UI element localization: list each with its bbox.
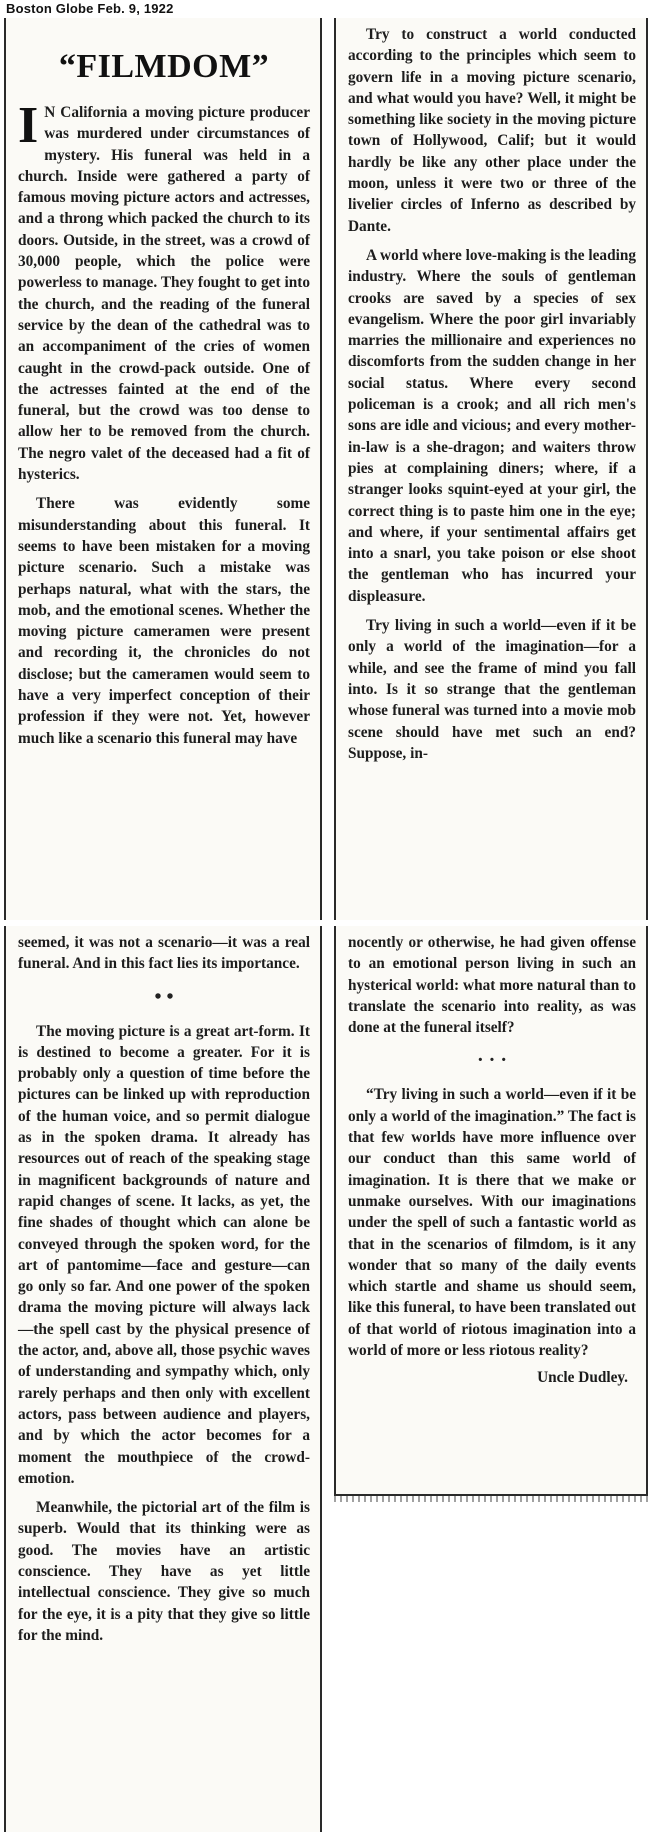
paragraph-great-art-form: The moving picture is a great art-form. It is destined to become a greater. For it is probably only a question of time before the pictures can be linked up with reproduction of the human voice, and so permit dialogue as in the spoken drama. It already has resources out of reach of the speaking stage in magnificent backgrounds of nature and rapid changes of scene. It lacks, as yet, the fine shades of thought which can alone be conveyed through the spoken word, for the art of pantomime—face and gesture—can go only so far. And one power of the spoken drama the moving picture will always lack—the spell cast by the physical presence of the actor, and, above all, those psychic waves of understanding and sympathy which, only rarely perhaps and then only with excellent actors, pass between audience and players, and by which the actor becomes for a moment the mouthpiece of the crowd-emotion. <box>18 1022 310 1487</box>
paragraph-misunderstanding: There was evidently some misunderstanding about this funeral. It seems to have been mistaken for a moving picture scenario. Such a mistake was perhaps natural, what with the stars, the mob, and the emotional scenes. Whether the moving picture cameramen were present and recording it, the chronicles do not disclose; but the cameramen would seem to have a very imperfect conception of their profession if they were not. Yet, however much like a scenario this funeral may have <box>18 495 310 747</box>
drop-cap: I <box>18 97 39 154</box>
paragraph-continuation-right: nocently or otherwise, he had given offense to an emotional person living in such an hysterical world: what more natural than to translate the scenario into reality, as was done at the funeral itself? <box>348 934 636 1037</box>
column-right-bottom <box>336 926 646 1388</box>
column-right-top <box>336 18 646 764</box>
paragraph-world-of-imagination: “Try living in such a world—even if it be only a world of the imagination.” The fact is that few worlds have more influence over our conduct than this same world of imagination. It is there that we make or unmake ourselves. With our imaginations under the spell of such a fantastic world as that in the scenarios of filmdom, is it any wonder that so many of the daily events which startle and shame us should seem, like this funeral, to have been translated out of that world of riotous imagination into a world of more or less riotous reality? <box>348 1086 636 1360</box>
clipping-left-bottom <box>4 926 322 1832</box>
clipping-right-bottom <box>334 926 648 1496</box>
section-separator-right: · · · <box>476 1049 507 1072</box>
article-title: “FILMDOM” <box>58 48 270 85</box>
paragraph-try-living: Try living in such a world—even if it be only a world of the imagination—for a while, and see the frame of mind you fall into. Is it so strange that the gentleman whose funeral was turned into a movie mob scene should have met such an end? Suppose, in- <box>348 617 636 762</box>
paragraph-construct-world: Try to construct a world conducted according to the principles which seem to govern life in a moving picture scenario, and what would you have? Well, it might be something like society in the moving picture town of Hollywood, Calif; but it would hardly be like any other place under the moon, unless it were two or three of the livelier circles of Inferno as described by Dante. <box>348 26 636 235</box>
clipping-left-top <box>4 18 322 920</box>
paragraph-love-making: A world where love-making is the leading industry. Where the souls of gentleman crooks are saved by a species of sex evangelism. Where the poor girl invariably marries the millionaire and experiences no discomforts from the sudden change in her social status. Where every second policeman is a crook; and all rich men's sons are idle and vicious; and every mother-in-law is a she-dragon; and waiters throw pies at complaining diners; where, if a stranger looks squint-eyed at your girl, the correct thing is to paste him one in the eye; and where, if your sentimental affairs get into a snarl, you take poison or else shoot the gentleman who has incurred your displeasure. <box>348 246 636 605</box>
paragraph-pictorial-art: Meanwhile, the pictorial art of the film is superb. Would that its thinking were as good. The movies have an artistic conscience. They have as yet little intellectual conscience. They give so much for the eye, it is a pity that they give so little for the mind. <box>18 1499 310 1644</box>
column-left-bottom <box>6 926 320 1646</box>
paragraph-lead-text: N California a moving picture producer was murdered under circumstances of mystery. His funeral was held in a church. Inside were gathered a party of famous moving picture actors and actresses, and a throng which packed the church to its doors. Outside, in the street, was a crowd of 30,000 people, which the police were powerless to manage. They fought to get into the church, and the reading of the funeral service by the dean of the cathedral was to an accompaniment of the cries of women caught in the crowd-pack outside. One of the actresses fainted at the end of the funeral, but the crowd was too dense to allow her to be removed from the church. The negro valet of the deceased had a fit of hysterics. <box>18 104 310 484</box>
column-left-top <box>6 18 320 749</box>
source-label: Boston Globe Feb. 9, 1922 <box>6 1 174 16</box>
paragraph-lead <box>18 97 310 485</box>
paragraph-continuation-left: seemed, it was not a scenario—it was a real funeral. And in this fact lies its importance. <box>18 934 310 973</box>
section-separator: • • <box>154 985 174 1008</box>
clipping-right-top <box>334 18 648 920</box>
author-signature: Uncle Dudley. <box>537 1369 628 1387</box>
clipping-torn-edge <box>334 1496 648 1502</box>
